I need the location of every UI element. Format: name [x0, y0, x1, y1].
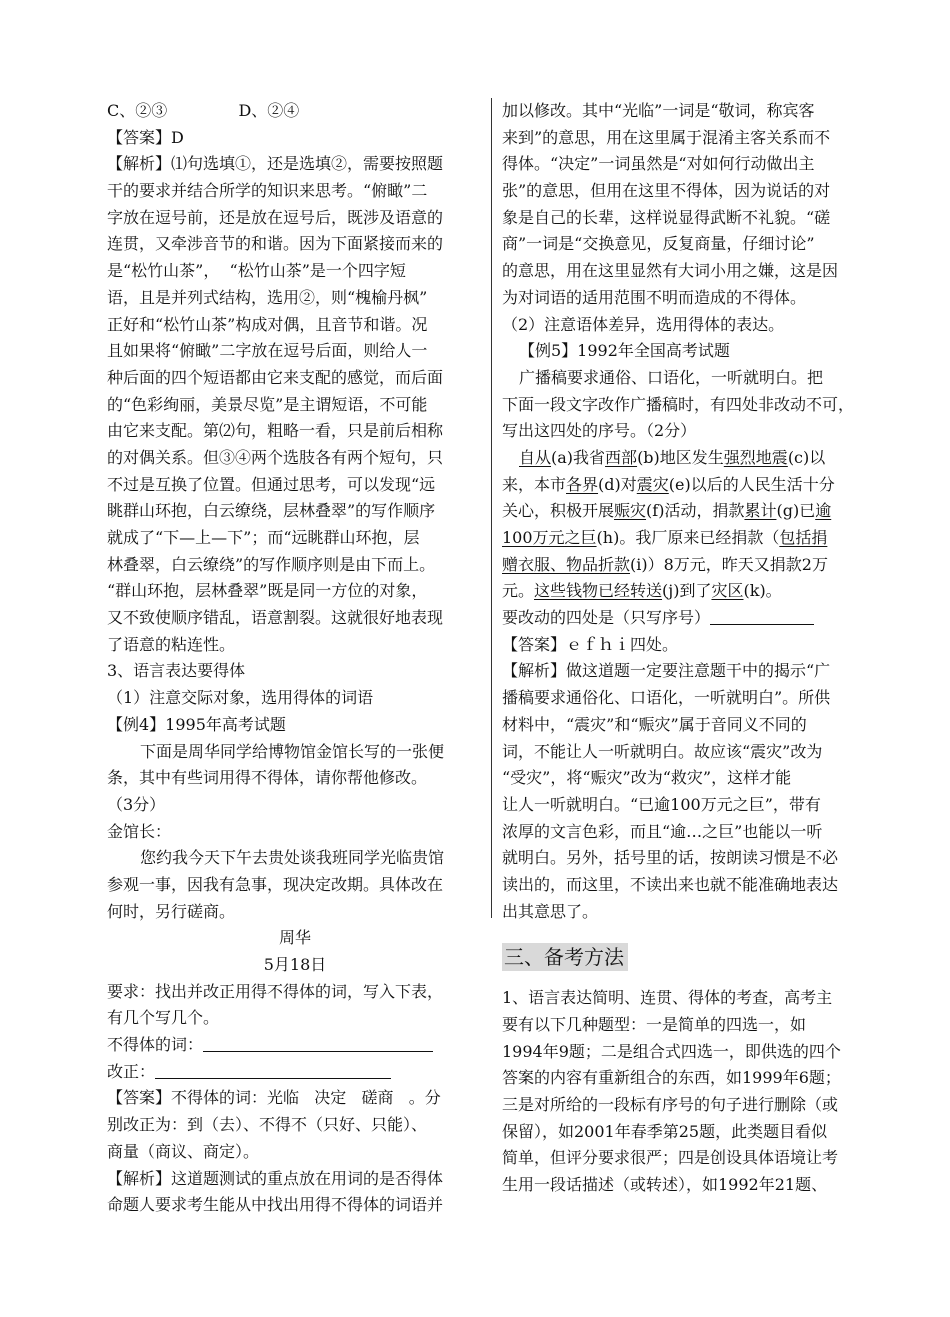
text-line: 的意思，用在这里显然有大词小用之嫌，这是因: [502, 261, 839, 281]
text-line: 【解析】⑴句选填①，还是选填②，需要按照题: [107, 154, 444, 174]
text-line: 种后面的四个短语都由它来支配的感觉，而后面: [107, 367, 444, 387]
example-5-desc: 写出这四处的序号。（2分）: [502, 421, 697, 441]
passage-text: 关心，积极开展: [502, 501, 615, 521]
text-line: 林叠翠，白云缭绕”的写作顺序则是由下而上。: [107, 554, 436, 574]
analysis-4: 命题人要求考生能从中找出用得不得体的词语并: [107, 1195, 444, 1215]
passage-text: 来，本市: [502, 474, 567, 494]
text-line: 字放在逗号前，还是放在逗号后，既涉及语意的: [107, 207, 444, 227]
answer-4: 【答案】不得体的词：光临 决定 磋商 。分: [107, 1088, 441, 1108]
text-line: 不过是互换了位置。但通过思考，可以发现“远: [107, 474, 436, 494]
wrong-words-blank: [203, 1035, 433, 1052]
analysis-1: [107, 151, 483, 658]
analysis-5: 浓厚的文言色彩，而且“逾…之巨”也能以一听: [502, 821, 823, 841]
text-line: 了语意的粘连性。: [107, 634, 236, 654]
example-4-desc: 条，其中有些词用得不得体，请你帮他修改。: [107, 768, 428, 788]
passage-text: 元。: [502, 581, 535, 601]
letter-body: 何时，另行磋商。: [107, 901, 236, 921]
text-line: 来到”的意思，用在这里属于混淆主客关系而不: [502, 127, 831, 147]
correction-blank: [155, 1062, 391, 1079]
passage-text: (d)对: [598, 474, 637, 494]
analysis-5: “受灾”，将“赈灾”改为“救灾”，这样才能: [502, 768, 792, 788]
method-line: 三是对所给的一段标有序号的句子进行删除（或: [502, 1095, 839, 1115]
method-line: 生用一段话描述（或转述），如1992年21题、: [502, 1175, 828, 1195]
passage-line: [502, 525, 885, 552]
text-line: “群山环抱，层林叠翠”既是同一方位的对象，: [107, 581, 428, 601]
marked-phrase: 赈灾: [614, 501, 647, 521]
correction-label: 改正：: [107, 1061, 156, 1081]
marked-phrase: 强烈地震: [723, 447, 788, 467]
letter-salutation: 金馆长：: [107, 821, 172, 841]
text-line: 为对词语的适用范围不明而造成的不得体。: [502, 287, 807, 307]
analysis-4: 【解析】这道题测试的重点放在用词的是否得体: [107, 1168, 444, 1188]
method-line: 1、语言表达简明、连贯、得体的考查，高考主: [502, 988, 833, 1008]
marked-phrase: 自从: [519, 447, 552, 467]
example-4-desc: 下面是周华同学给博物馆金馆长写的一张便: [140, 741, 445, 761]
method-line: 要有以下几种题型：一是简单的四选一，如: [502, 1015, 807, 1034]
passage-text: (f)活动，捐款: [646, 501, 745, 521]
text-line: 干的要求并结合所学的知识来思考。“俯瞰”二: [107, 181, 428, 201]
marked-phrase: 累计: [744, 501, 777, 521]
passage-text: (b)地区发生: [637, 447, 724, 467]
text-line: 的对偶关系。但③④两个选肢各有两个短句，只: [107, 447, 444, 467]
passage-text: (i)）8万元，昨天又捐款2万: [630, 554, 828, 574]
passage-text: (e)以后的人民生活十分: [668, 474, 835, 494]
column-divider: [491, 98, 492, 918]
analysis-5: 读出的，而这里，不读出来也就不能准确地表达: [502, 874, 839, 894]
analysis-5: 就明白。另外，括号里的话，按朗读习惯是不必: [502, 848, 839, 868]
example-5-desc: 下面一段文字改作广播稿时，有四处非改动不可，: [502, 394, 855, 414]
passage-text: (k)。: [743, 581, 782, 601]
section-3-title: 3、语言表达要得体: [107, 661, 246, 681]
passage-line: [502, 445, 885, 472]
marked-phrase: 各界: [566, 474, 599, 494]
answer-4: 商量（商议、商定）。: [107, 1141, 260, 1161]
letter-signature: 周华: [278, 928, 311, 948]
text-line: 的“色彩绚丽，美景尽览”是主谓短语，不可能: [107, 394, 428, 414]
passage-text: (j)到了: [662, 581, 712, 601]
letter-date: 5月18日: [263, 955, 327, 974]
analysis-5: 出其意思了。: [502, 901, 599, 921]
subsection-1-title: （1）注意交际对象，选用得体的词语: [107, 688, 374, 708]
question-5: [502, 605, 885, 632]
passage-text: (c)以: [787, 447, 826, 467]
example-4-title: 【例4】1995年高考试题: [107, 714, 286, 734]
passage-text: (h)。我厂原来已经捐款（: [596, 528, 780, 547]
method-line: 1994年9题；二是组合式四选一，即供选的四个: [502, 1041, 841, 1061]
text-line: 是“松竹山茶”， “松竹山茶”是一个四字短: [107, 261, 406, 281]
options-line: C、②③ D、②④: [107, 101, 300, 120]
example-4-desc: （3分）: [107, 794, 166, 814]
method-line: 保留），如2001年春季第25题，此类题目看似: [502, 1121, 828, 1141]
example-5-title: 【例5】1992年全国高考试题: [519, 341, 730, 361]
passage-line: [502, 552, 885, 579]
passage-line: [502, 498, 885, 525]
text-line: 正好和“松竹山茶”构成对偶，且音节和谐。况: [107, 314, 428, 334]
letter-body: 您约我今天下午去贵处谈我班同学光临贵馆: [140, 848, 445, 868]
subsection-2-title: （2）注意语体差异，选用得体的表达。: [502, 314, 785, 334]
text-line: 张”的意思，但用在这里不得体，因为说话的对: [502, 181, 831, 201]
correction-field: [107, 1059, 483, 1086]
analysis-5: 播稿要求通俗化、口语化，一听就明白”。所供: [502, 688, 831, 708]
text-line: 连贯，又牵涉音节的和谐。因为下面紧接而来的: [107, 234, 444, 254]
passage-text: (a)我省: [551, 447, 606, 467]
marked-phrase: 赠衣服、物品折款: [502, 554, 631, 574]
text-line: 语，且是并列式结构，选用②，则“槐榆丹枫”: [107, 287, 428, 307]
text-line: 得体。“决定”一词虽然是“对如何行动做出主: [502, 154, 815, 174]
left-column: [107, 98, 483, 1219]
text-line: 由它来支配。第⑵句，粗略一看，只是前后相称: [107, 421, 444, 441]
text-line: 又不致使顺序错乱，语意割裂。这就很好地表现: [107, 608, 444, 628]
analysis-5: 材料中，“震灾”和“赈灾”属于音同义不同的: [502, 714, 807, 734]
marked-phrase: 这些钱物已经转送: [534, 581, 663, 601]
text-line: 且如果将“俯瞰”二字放在逗号后面，则给人一: [107, 341, 428, 361]
answer-5: 【答案】ｅｆｈｉ四处。: [502, 634, 679, 654]
analysis-5: 【解析】做这道题一定要注意题干中的揭示“广: [502, 661, 831, 681]
text-line: 加以修改。其中“光临”一词是“敬词，称宾客: [502, 101, 815, 120]
marked-phrase: 100万元之巨: [502, 528, 597, 547]
right-column: [502, 98, 885, 1199]
question-5-text: 要改动的四处是（只写序号）: [502, 608, 711, 628]
marked-phrase: 包括捐: [779, 528, 828, 547]
passage-text: (g)已: [776, 501, 816, 521]
wrong-words-label: 不得体的词：: [107, 1035, 204, 1055]
analysis-5: 词，不能让人一听就明白。故应该“震灾”改为: [502, 741, 823, 761]
marked-phrase: 灾区: [711, 581, 744, 601]
passage-line: [502, 578, 885, 605]
letter-body: 参观一事，因我有急事，现决定改期。具体改在: [107, 874, 444, 894]
analysis-5: 让人一听就明白。“已逾100万元之巨”，带有: [502, 794, 821, 814]
answer-blank: [710, 608, 814, 625]
answer-1: 【答案】D: [107, 127, 184, 147]
marked-phrase: 西部: [605, 447, 638, 467]
passage-line: [502, 472, 885, 499]
marked-phrase: 逾: [815, 501, 832, 521]
requirement: 要求：找出并改正用得不得体的词，写入下表，: [107, 981, 444, 1001]
answer-4: 别改正为：到（去）、不得不（只好、只能）、: [107, 1115, 428, 1135]
method-line: 答案的内容有重新组合的东西，如1999年6题；: [502, 1068, 841, 1088]
text-line: 眺群山环抱，白云缭绕，层林叠翠”的写作顺序: [107, 501, 436, 521]
text-line: 就成了“下—上—下”；而“远眺群山环抱，层: [107, 528, 420, 547]
marked-phrase: 震灾: [636, 474, 669, 494]
text-line: 商”一词是“交换意见，反复商量，仔细讨论”: [502, 234, 815, 254]
method-line: 简单，但评分要求很严；四是创设具体语境让考: [502, 1148, 839, 1168]
section-heading: 三、备考方法: [502, 943, 628, 971]
example-5-desc: 广播稿要求通俗、口语化，一听就明白。把: [519, 367, 824, 387]
text-line: 象是自己的长辈，这样说显得武断不礼貌。“磋: [502, 207, 831, 227]
requirement: 有几个写几个。: [107, 1008, 220, 1028]
wrong-words-field: [107, 1032, 483, 1059]
